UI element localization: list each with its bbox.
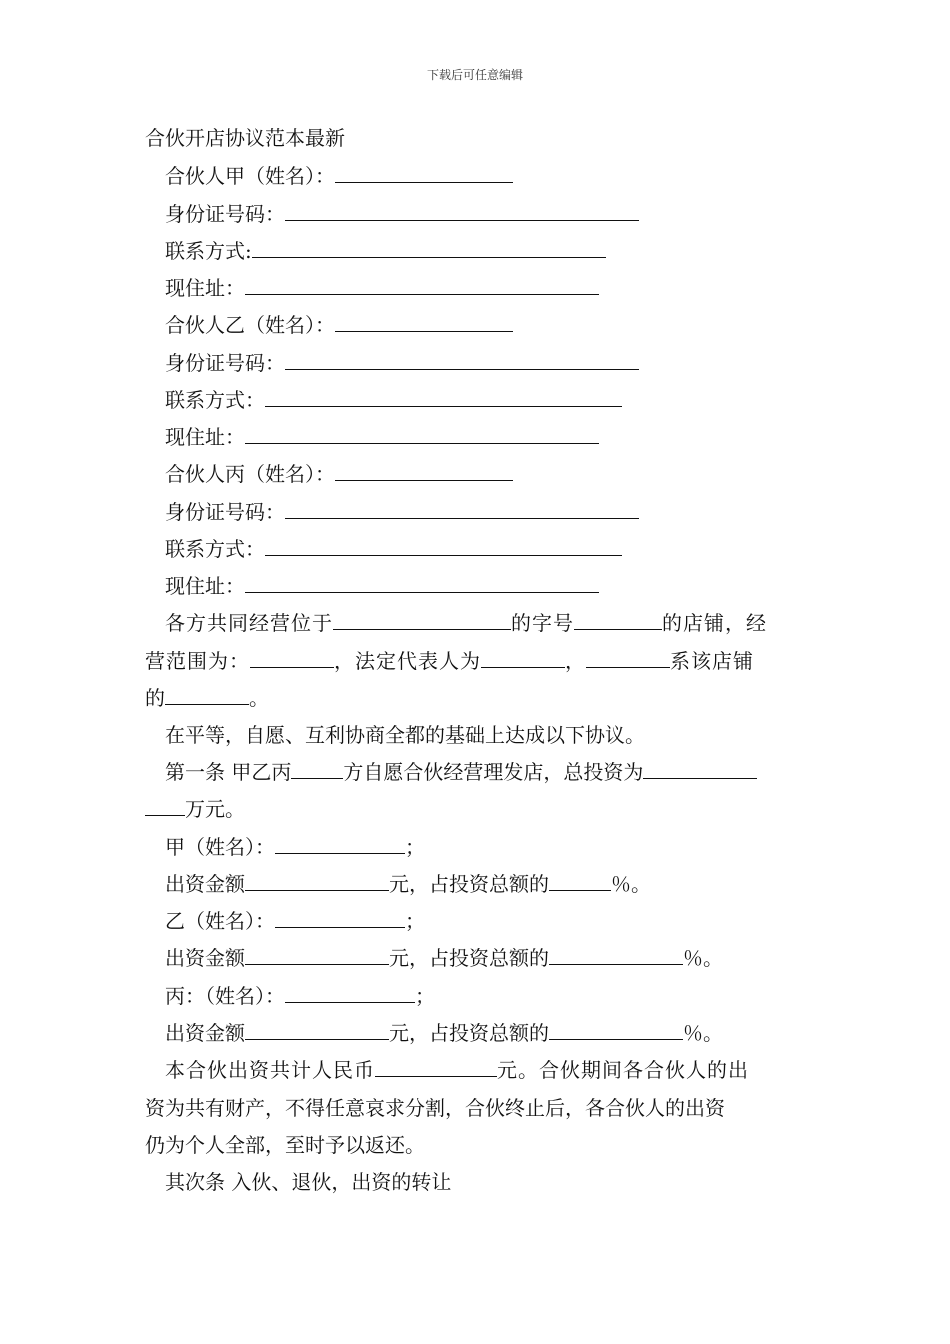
total-line-1 xyxy=(165,1054,749,1083)
contrib-b-name-line xyxy=(165,905,425,934)
partner-b-id-line xyxy=(165,347,639,376)
page-header: 下载后可任意编辑 xyxy=(426,68,523,82)
total-text-a: 本合伙出资共计人民币 xyxy=(165,1058,375,1082)
contrib-a-end: ； xyxy=(405,835,425,859)
partner-a-contact-blank[interactable] xyxy=(252,240,606,258)
article1-line-1 xyxy=(165,756,757,785)
contrib-c-pct: ％。 xyxy=(683,1021,723,1045)
contrib-a-pct: ％。 xyxy=(611,872,651,896)
contrib-a-name-label: 甲（姓名）： xyxy=(165,835,275,859)
partner-a-address-blank[interactable] xyxy=(245,277,599,295)
partner-c-id-line xyxy=(165,496,639,525)
business-text-2a: 营范围为： xyxy=(145,649,250,673)
business-line-1 xyxy=(165,607,767,636)
total-investment-blank-1[interactable] xyxy=(643,761,757,779)
business-text-2b: ，法定代表人为 xyxy=(334,649,481,673)
contrib-c-name-label: 丙：（姓名）： xyxy=(165,984,285,1008)
shop-location-blank[interactable] xyxy=(333,612,511,630)
contrib-b-name-label: 乙（姓名）： xyxy=(165,909,275,933)
legal-rep-blank[interactable] xyxy=(481,650,565,668)
business-text-1b: 的字号 xyxy=(511,611,574,635)
article1-line-2 xyxy=(145,793,245,822)
partner-a-id-label: 身份证号码： xyxy=(165,202,285,226)
contrib-c-end: ； xyxy=(415,984,435,1008)
business-text-2d: 系该店铺 xyxy=(670,649,754,673)
contrib-c-amount-blank[interactable] xyxy=(245,1022,389,1040)
article1-text-b: 方自愿合伙经营理发店，总投资为 xyxy=(343,760,644,784)
total-line-2: 资为共有财产，不得任意哀求分割，合伙终止后，各合伙人的出资 xyxy=(145,1096,725,1120)
contrib-a-name-line xyxy=(165,831,425,860)
contrib-c-name-blank[interactable] xyxy=(285,985,415,1003)
contrib-b-end: ； xyxy=(405,909,425,933)
business-line-3 xyxy=(145,682,269,711)
contrib-b-name-blank[interactable] xyxy=(275,910,405,928)
business-text-2c: ， xyxy=(565,649,586,673)
contrib-c-mid: 元，占投资总额的 xyxy=(389,1021,549,1045)
partner-b-name-label: 合伙人乙（姓名）： xyxy=(165,313,335,337)
partner-count-blank[interactable] xyxy=(291,761,343,779)
contrib-c-pct-blank[interactable] xyxy=(549,1022,683,1040)
partner-c-address-blank[interactable] xyxy=(245,575,599,593)
article1-text-a: 第一条 甲乙丙 xyxy=(165,760,292,784)
business-line-2 xyxy=(145,645,754,674)
contrib-b-amount-blank[interactable] xyxy=(245,947,389,965)
partner-a-id-line xyxy=(165,198,639,227)
partner-b-address-line xyxy=(165,421,599,450)
total-amount-blank[interactable] xyxy=(375,1059,497,1077)
contrib-a-pct-blank[interactable] xyxy=(549,873,611,891)
partner-c-address-label: 现住址： xyxy=(165,574,245,598)
partner-c-address-line xyxy=(165,570,599,599)
role-blank-1[interactable] xyxy=(586,650,670,668)
contrib-c-amount-line xyxy=(165,1017,723,1046)
partner-a-name-blank[interactable] xyxy=(335,165,513,183)
contrib-b-pct-blank[interactable] xyxy=(549,947,683,965)
partner-b-address-label: 现住址： xyxy=(165,425,245,449)
business-text-3a: 的 xyxy=(145,686,165,710)
contrib-b-amount-line xyxy=(165,942,723,971)
document-title: 合伙开店协议范本最新 xyxy=(145,126,345,150)
partner-b-name-line xyxy=(165,309,513,338)
partner-c-name-blank[interactable] xyxy=(335,463,513,481)
partner-c-contact-label: 联系方式： xyxy=(165,537,265,561)
contrib-c-name-line xyxy=(165,980,435,1009)
partner-a-address-label: 现住址： xyxy=(165,276,245,300)
partner-b-address-blank[interactable] xyxy=(245,426,599,444)
partner-c-contact-line xyxy=(165,533,622,562)
contrib-b-amount-label: 出资金额 xyxy=(165,946,245,970)
partner-c-id-label: 身份证号码： xyxy=(165,500,285,524)
total-line-3: 仍为个人全部，至时予以返还。 xyxy=(145,1133,425,1157)
agreement-intro: 在平等，自愿、互利协商全都的基础上达成以下协议。 xyxy=(165,723,645,747)
partner-c-id-blank[interactable] xyxy=(285,501,639,519)
partner-c-name-label: 合伙人丙（姓名）： xyxy=(165,462,335,486)
contrib-a-amount-label: 出资金额 xyxy=(165,872,245,896)
total-text-b: 元。合伙期间各合伙人的出 xyxy=(497,1058,749,1082)
partner-b-id-blank[interactable] xyxy=(285,352,639,370)
business-scope-blank[interactable] xyxy=(250,650,334,668)
partner-b-contact-blank[interactable] xyxy=(265,389,622,407)
contrib-b-pct: ％。 xyxy=(683,946,723,970)
partner-a-name-line xyxy=(165,160,513,189)
contrib-a-mid: 元，占投资总额的 xyxy=(389,872,549,896)
partner-b-contact-line xyxy=(165,384,622,413)
role-blank-2[interactable] xyxy=(165,687,249,705)
article1-text-c: 万元。 xyxy=(185,797,245,821)
partner-a-id-blank[interactable] xyxy=(285,203,639,221)
contrib-a-name-blank[interactable] xyxy=(275,836,405,854)
contrib-a-amount-blank[interactable] xyxy=(245,873,389,891)
partner-a-name-label: 合伙人甲（姓名）： xyxy=(165,164,335,188)
total-investment-blank-2[interactable] xyxy=(145,798,185,816)
business-text-1a: 各方共同经营位于 xyxy=(165,611,333,635)
article2-heading: 其次条 入伙、退伙，出资的转让 xyxy=(165,1170,452,1194)
partner-c-contact-blank[interactable] xyxy=(265,538,622,556)
partner-b-name-blank[interactable] xyxy=(335,314,513,332)
partner-c-name-line xyxy=(165,458,513,487)
contrib-b-mid: 元，占投资总额的 xyxy=(389,946,549,970)
business-text-1c: 的店铺，经 xyxy=(662,611,767,635)
shop-name-blank[interactable] xyxy=(574,612,662,630)
contrib-a-amount-line xyxy=(165,868,651,897)
partner-a-contact-line xyxy=(165,235,606,264)
partner-b-contact-label: 联系方式： xyxy=(165,388,265,412)
business-text-3b: 。 xyxy=(249,686,269,710)
contrib-c-amount-label: 出资金额 xyxy=(165,1021,245,1045)
partner-a-contact-label: 联系方式: xyxy=(165,239,252,263)
partner-a-address-line xyxy=(165,272,599,301)
partner-b-id-label: 身份证号码： xyxy=(165,351,285,375)
